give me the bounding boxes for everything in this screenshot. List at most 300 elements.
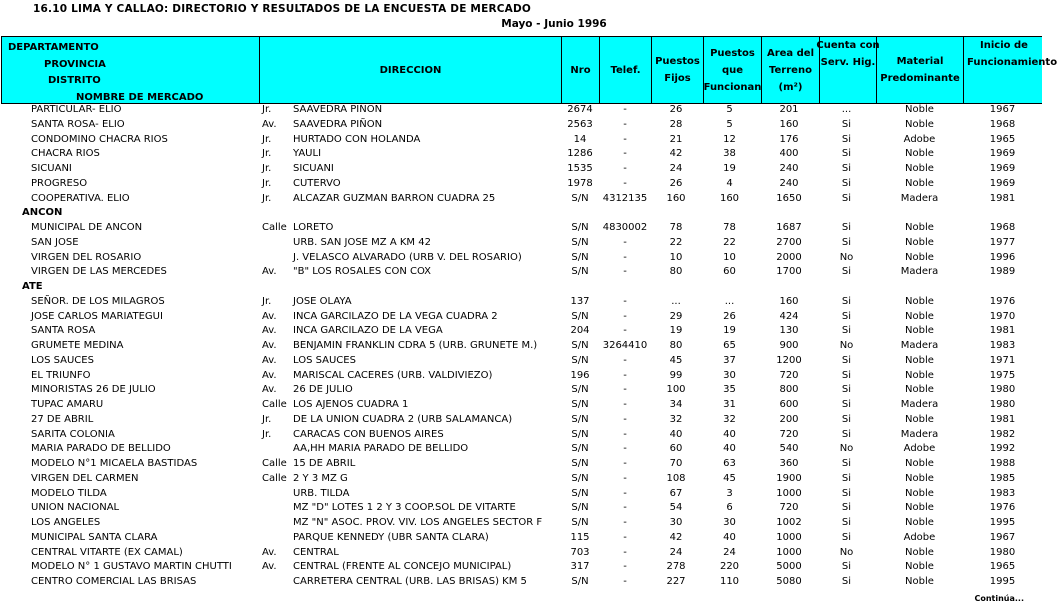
street-type-cell: Jr. — [262, 133, 272, 145]
inicio-cell: 1982 — [989, 428, 1016, 440]
serv-hig-cell: No — [839, 340, 854, 351]
material-cell: Noble — [905, 517, 934, 528]
inicio-cell: 1965 — [989, 133, 1016, 145]
puestos-fijos-cell: 26 — [669, 177, 683, 189]
address-cell: CUTERVO — [293, 177, 341, 189]
area-terreno-cell: 160 — [779, 118, 799, 130]
serv-hig-cell: Si — [841, 325, 852, 337]
inicio-cell: 1971 — [989, 354, 1016, 366]
puestos-funcionan-cell: 19 — [723, 325, 736, 337]
area-terreno-cell: 200 — [779, 413, 799, 425]
phone-cell: - — [623, 517, 627, 528]
table-row — [0, 442, 1042, 457]
area-terreno-cell: 5000 — [776, 561, 802, 573]
serv-hig-cell: Si — [841, 222, 852, 233]
puestos-funcionan-cell: 37 — [723, 354, 736, 366]
puestos-fijos-cell: 42 — [669, 531, 683, 543]
continue-note: Continúa... — [974, 594, 1024, 603]
serv-hig-cell: Si — [841, 561, 852, 573]
puestos-funcionan-cell: 35 — [723, 384, 736, 396]
material-cell: Adobe — [903, 443, 936, 455]
street-type-cell: Jr. — [262, 413, 272, 425]
inicio-cell: 1969 — [989, 148, 1016, 160]
puestos-funcionan-cell: 24 — [723, 546, 736, 558]
inicio-cell: 1988 — [989, 458, 1016, 469]
inicio-cell: 1981 — [989, 413, 1016, 425]
address-cell: MZ "N" ASOC. PROV. VIV. LOS ANGELES SECTOR F — [293, 517, 543, 528]
phone-cell: - — [623, 369, 627, 381]
area-terreno-cell: 1002 — [776, 517, 802, 528]
puestos-funcionan-cell: 40 — [723, 428, 736, 440]
number-cell: S/N — [571, 487, 589, 499]
phone-cell: - — [623, 163, 627, 174]
inicio-cell: 1983 — [989, 340, 1016, 351]
number-cell: 2674 — [567, 104, 593, 115]
material-cell: Madera — [900, 192, 939, 204]
market-name-cell: SARITA COLONIA — [31, 428, 115, 440]
market-name-cell: CONDOMINO CHACRA RIOS — [31, 133, 168, 145]
area-terreno-cell: 424 — [779, 310, 799, 322]
puestos-fijos-cell: 30 — [669, 517, 683, 528]
table-row — [0, 147, 1042, 162]
inicio-cell: 1977 — [989, 236, 1016, 248]
street-type-cell: Jr. — [262, 428, 272, 440]
table-row — [0, 531, 1042, 546]
address-cell: JOSE OLAYA — [293, 295, 352, 307]
address-cell: URB. TILDA — [293, 487, 350, 499]
address-cell: SICUANI — [293, 163, 334, 174]
table-row — [0, 103, 1042, 118]
inicio-cell: 1996 — [989, 251, 1016, 263]
material-cell: Noble — [905, 177, 934, 189]
puestos-fijos-cell: 19 — [669, 325, 683, 337]
market-name-cell: SANTA ROSA- ELIO — [31, 118, 125, 130]
market-name-cell: VIRGEN DEL CARMEN — [31, 472, 139, 484]
puestos-funcionan-cell: 31 — [723, 399, 736, 410]
header-telef: Telef. — [599, 37, 651, 103]
market-name-cell: CENTRO COMERCIAL LAS BRISAS — [31, 576, 197, 587]
address-cell: CENTRAL — [293, 546, 339, 558]
phone-cell: - — [623, 399, 627, 410]
puestos-funcionan-cell: 22 — [723, 236, 736, 248]
table-row — [0, 236, 1042, 251]
inicio-cell: 1992 — [989, 443, 1016, 455]
material-cell: Noble — [905, 561, 934, 573]
material-cell: Adobe — [903, 133, 936, 145]
header-puestos-fijos: Puestos Fijos — [651, 37, 703, 103]
street-type-cell: Jr. — [262, 192, 272, 204]
table-row — [0, 516, 1042, 531]
material-cell: Noble — [905, 546, 934, 558]
serv-hig-cell: Si — [841, 487, 852, 499]
serv-hig-cell: Si — [841, 236, 852, 248]
serv-hig-cell: ... — [841, 104, 852, 115]
phone-cell: - — [623, 310, 627, 322]
number-cell: S/N — [571, 576, 589, 587]
puestos-fijos-cell: 34 — [669, 399, 683, 410]
table-row — [0, 472, 1042, 487]
table-row — [0, 310, 1042, 325]
header-direccion: DIRECCION — [259, 37, 561, 103]
area-terreno-cell: 1687 — [776, 222, 802, 233]
market-name-cell: PARTICULAR- ELIO — [31, 104, 122, 115]
address-cell: 15 DE ABRIL — [293, 458, 356, 469]
address-cell: SAAVEDRA PIÑON — [293, 104, 383, 115]
district-name: ATE — [22, 281, 43, 292]
table-row — [0, 501, 1042, 516]
address-cell: ALCAZAR GUZMAN BARRON CUADRA 25 — [293, 192, 496, 204]
puestos-fijos-cell: 29 — [669, 310, 683, 322]
street-type-cell: Av. — [262, 369, 277, 381]
serv-hig-cell: Si — [841, 192, 852, 204]
material-cell: Noble — [905, 354, 934, 366]
material-cell: Madera — [900, 399, 939, 410]
market-name-cell: EL TRIUNFO — [31, 369, 91, 381]
serv-hig-cell: No — [839, 546, 854, 558]
material-cell: Noble — [905, 104, 934, 115]
puestos-funcionan-cell: 220 — [719, 561, 740, 573]
inicio-cell: 1995 — [989, 576, 1016, 587]
inicio-cell: 1975 — [989, 369, 1016, 381]
number-cell: 1535 — [567, 163, 593, 174]
address-cell: LORETO — [293, 222, 334, 233]
table-row — [0, 546, 1042, 561]
serv-hig-cell: Si — [841, 177, 852, 189]
area-terreno-cell: 1000 — [776, 546, 802, 558]
puestos-funcionan-cell: 30 — [723, 369, 736, 381]
material-cell: Noble — [905, 576, 934, 587]
phone-cell: - — [623, 413, 627, 425]
phone-cell: 4312135 — [602, 192, 648, 204]
number-cell: 317 — [570, 561, 590, 573]
phone-cell: - — [623, 443, 627, 455]
street-type-cell: Av. — [262, 266, 277, 278]
puestos-fijos-cell: 278 — [666, 561, 686, 573]
puestos-fijos-cell: 108 — [666, 472, 686, 484]
address-cell: BENJAMIN FRANKLIN CDRA 5 (URB. GRUNETE M.) — [293, 340, 538, 351]
address-cell: CENTRAL (FRENTE AL CONCEJO MUNICIPAL) — [293, 561, 512, 573]
puestos-funcionan-cell: 63 — [723, 458, 736, 469]
puestos-funcionan-cell: 60 — [723, 266, 736, 278]
table-row — [0, 369, 1042, 384]
number-cell: 204 — [570, 325, 590, 337]
inicio-cell: 1976 — [989, 295, 1016, 307]
area-terreno-cell: 900 — [779, 340, 799, 351]
material-cell: Noble — [905, 118, 934, 130]
area-terreno-cell: 720 — [779, 502, 799, 514]
street-type-cell: Calle — [262, 458, 287, 469]
serv-hig-cell: Si — [841, 576, 852, 587]
area-terreno-cell: 1650 — [776, 192, 802, 204]
number-cell: 703 — [570, 546, 590, 558]
table-row — [0, 133, 1042, 148]
inicio-cell: 1995 — [989, 517, 1016, 528]
address-cell: INCA GARCILAZO DE LA VEGA CUADRA 2 — [293, 310, 498, 322]
puestos-funcionan-cell: 5 — [726, 118, 733, 130]
number-cell: S/N — [571, 443, 589, 455]
table-row — [0, 221, 1042, 236]
puestos-funcionan-cell: 160 — [719, 192, 740, 204]
number-cell: S/N — [571, 192, 589, 204]
street-type-cell: Calle — [262, 222, 287, 233]
puestos-fijos-cell: 227 — [666, 576, 686, 587]
puestos-fijos-cell: 78 — [669, 222, 683, 233]
puestos-fijos-cell: 24 — [669, 546, 683, 558]
market-name-cell: MODELO N° 1 GUSTAVO MARTIN CHUTTI — [31, 561, 232, 573]
street-type-cell: Calle — [262, 399, 287, 410]
puestos-funcionan-cell: ... — [724, 295, 735, 307]
inicio-cell: 1980 — [989, 546, 1016, 558]
inicio-cell: 1989 — [989, 266, 1016, 278]
address-cell: YAULI — [293, 148, 322, 160]
number-cell: S/N — [571, 502, 589, 514]
address-cell: "B" LOS ROSALES CON COX — [293, 266, 432, 278]
puestos-fijos-cell: 99 — [669, 369, 683, 381]
inicio-cell: 1968 — [989, 118, 1016, 130]
address-cell: SAAVEDRA PIÑON — [293, 118, 383, 130]
number-cell: S/N — [571, 413, 589, 425]
market-name-cell: LOS ANGELES — [31, 517, 101, 528]
district-group-row — [0, 206, 1042, 221]
material-cell: Noble — [905, 502, 934, 514]
table-row — [0, 398, 1042, 413]
number-cell: S/N — [571, 517, 589, 528]
header-provincia: PROVINCIA — [44, 59, 106, 70]
phone-cell: - — [623, 236, 627, 248]
number-cell: 196 — [570, 369, 590, 381]
header-area: Area del Terreno (m²) — [761, 37, 819, 103]
header-distrito: DISTRITO — [48, 75, 101, 86]
serv-hig-cell: Si — [841, 472, 852, 484]
area-terreno-cell: 720 — [779, 369, 799, 381]
number-cell: S/N — [571, 222, 589, 233]
material-cell: Madera — [900, 266, 939, 278]
number-cell: S/N — [571, 236, 589, 248]
material-cell: Noble — [905, 148, 934, 160]
area-terreno-cell: 240 — [779, 177, 799, 189]
header-serv-hig: Cuenta con Serv. Hig. — [819, 37, 876, 103]
street-type-cell: Jr. — [262, 163, 272, 174]
puestos-fijos-cell: 40 — [669, 428, 683, 440]
inicio-cell: 1968 — [989, 222, 1016, 233]
material-cell: Noble — [905, 384, 934, 396]
header-location — [1, 37, 259, 103]
material-cell: Noble — [905, 458, 934, 469]
header-material: Material Predominante — [876, 37, 963, 103]
area-terreno-cell: 600 — [779, 399, 799, 410]
table-row — [0, 428, 1042, 443]
market-name-cell: MARIA PARADO DE BELLIDO — [31, 443, 171, 455]
area-terreno-cell: 540 — [779, 443, 799, 455]
material-cell: Noble — [905, 295, 934, 307]
market-name-cell: SEÑOR. DE LOS MILAGROS — [31, 295, 165, 307]
number-cell: 1286 — [567, 148, 593, 160]
puestos-fijos-cell: 21 — [669, 133, 683, 145]
phone-cell: - — [623, 472, 627, 484]
market-name-cell: CENTRAL VITARTE (EX CAMAL) — [31, 546, 183, 558]
material-cell: Noble — [905, 325, 934, 337]
serv-hig-cell: Si — [841, 384, 852, 396]
number-cell: S/N — [571, 251, 589, 263]
table-body — [0, 103, 1042, 590]
address-cell: MZ "D" LOTES 1 2 Y 3 COOP.SOL DE VITARTE — [293, 502, 516, 514]
number-cell: S/N — [571, 266, 589, 278]
area-terreno-cell: 2700 — [776, 236, 802, 248]
street-type-cell: Av. — [262, 310, 277, 322]
market-name-cell: SICUANI — [31, 163, 72, 174]
puestos-fijos-cell: 45 — [669, 354, 683, 366]
phone-cell: - — [623, 487, 627, 499]
serv-hig-cell: Si — [841, 502, 852, 514]
area-terreno-cell: 2000 — [776, 251, 802, 263]
puestos-fijos-cell: ... — [671, 295, 681, 307]
district-group-row — [0, 280, 1042, 295]
material-cell: Noble — [905, 251, 934, 263]
header-nombre: NOMBRE DE MERCADO — [76, 92, 204, 103]
address-cell: PARQUE KENNEDY (UBR SANTA CLARA) — [293, 531, 489, 543]
inicio-cell: 1976 — [989, 502, 1016, 514]
serv-hig-cell: Si — [841, 458, 852, 469]
table-row — [0, 324, 1042, 339]
puestos-fijos-cell: 28 — [669, 118, 683, 130]
serv-hig-cell: No — [839, 251, 854, 263]
table-header — [1, 36, 1057, 104]
address-cell: MARISCAL CACERES (URB. VALDIVIEZO) — [293, 369, 493, 381]
phone-cell: - — [623, 177, 627, 189]
address-cell: URB. SAN JOSE MZ A KM 42 — [293, 236, 431, 248]
area-terreno-cell: 1000 — [776, 531, 802, 543]
number-cell: 115 — [570, 531, 590, 543]
table-row — [0, 354, 1042, 369]
number-cell: 2563 — [567, 118, 593, 130]
street-type-cell: Av. — [262, 118, 277, 130]
phone-cell: - — [623, 118, 627, 130]
puestos-fijos-cell: 160 — [666, 192, 686, 204]
serv-hig-cell: Si — [841, 118, 852, 130]
address-cell: DE LA UNION CUADRA 2 (URB SALAMANCA) — [293, 413, 513, 425]
street-type-cell: Av. — [262, 561, 277, 573]
serv-hig-cell: Si — [841, 266, 852, 278]
market-name-cell: MINORISTAS 26 DE JULIO — [31, 384, 156, 396]
street-type-cell: Av. — [262, 325, 277, 337]
market-name-cell: MUNICIPAL DE ANCON — [31, 222, 143, 233]
table-row — [0, 251, 1042, 266]
puestos-funcionan-cell: 19 — [723, 163, 736, 174]
market-name-cell: MODELO TILDA — [31, 487, 107, 499]
puestos-fijos-cell: 24 — [669, 163, 683, 174]
phone-cell: - — [623, 295, 627, 307]
inicio-cell: 1983 — [989, 487, 1016, 499]
inicio-cell: 1970 — [989, 310, 1016, 322]
serv-hig-cell: Si — [841, 517, 852, 528]
street-type-cell: Jr. — [262, 104, 272, 115]
puestos-funcionan-cell: 32 — [723, 413, 736, 425]
address-cell: CARACAS CON BUENOS AIRES — [293, 428, 444, 440]
puestos-funcionan-cell: 38 — [723, 148, 736, 160]
table-row — [0, 162, 1042, 177]
serv-hig-cell: Si — [841, 163, 852, 174]
number-cell: 1978 — [567, 177, 593, 189]
serv-hig-cell: Si — [841, 354, 852, 366]
puestos-funcionan-cell: 78 — [723, 222, 736, 233]
area-terreno-cell: 160 — [779, 295, 799, 307]
material-cell: Noble — [905, 413, 934, 425]
puestos-funcionan-cell: 45 — [723, 472, 736, 484]
inicio-cell: 1980 — [989, 399, 1016, 410]
inicio-cell: 1981 — [989, 325, 1016, 337]
number-cell: 14 — [573, 133, 587, 145]
material-cell: Noble — [905, 310, 934, 322]
serv-hig-cell: Si — [841, 531, 852, 543]
address-cell: AA,HH MARIA PARADO DE BELLIDO — [293, 443, 469, 455]
address-cell: LOS SAUCES — [293, 354, 356, 366]
puestos-fijos-cell: 26 — [669, 104, 683, 115]
material-cell: Madera — [900, 428, 939, 440]
area-terreno-cell: 176 — [779, 133, 799, 145]
material-cell: Noble — [905, 472, 934, 484]
market-name-cell: JOSE CARLOS MARIATEGUI — [31, 310, 163, 322]
area-terreno-cell: 360 — [779, 458, 799, 469]
header-departamento: DEPARTAMENTO — [8, 42, 99, 53]
phone-cell: - — [623, 133, 627, 145]
area-terreno-cell: 1700 — [776, 266, 802, 278]
address-cell: 26 DE JULIO — [293, 384, 353, 396]
market-name-cell: TUPAC AMARU — [31, 399, 104, 410]
puestos-funcionan-cell: 10 — [723, 251, 736, 263]
area-terreno-cell: 720 — [779, 428, 799, 440]
phone-cell: - — [623, 576, 627, 587]
serv-hig-cell: Si — [841, 369, 852, 381]
puestos-fijos-cell: 54 — [669, 502, 683, 514]
puestos-funcionan-cell: 12 — [723, 133, 736, 145]
address-cell: LOS AJENOS CUADRA 1 — [293, 399, 409, 410]
phone-cell: - — [623, 384, 627, 396]
phone-cell: - — [623, 266, 627, 278]
material-cell: Noble — [905, 369, 934, 381]
header-puestos-funcionan: Puestos que Funcionan — [703, 37, 761, 103]
material-cell: Noble — [905, 487, 934, 499]
market-name-cell: 27 DE ABRIL — [31, 413, 94, 425]
phone-cell: - — [623, 325, 627, 337]
number-cell: S/N — [571, 458, 589, 469]
table-row — [0, 560, 1042, 575]
number-cell: S/N — [571, 384, 589, 396]
phone-cell: - — [623, 561, 627, 573]
puestos-fijos-cell: 42 — [669, 148, 683, 160]
inicio-cell: 1969 — [989, 163, 1016, 174]
puestos-fijos-cell: 70 — [669, 458, 683, 469]
address-cell: HURTADO CON HOLANDA — [293, 133, 421, 145]
street-type-cell: Av. — [262, 340, 277, 351]
phone-cell: - — [623, 458, 627, 469]
material-cell: Noble — [905, 163, 934, 174]
address-cell: 2 Y 3 MZ G — [293, 472, 348, 484]
inicio-cell: 1969 — [989, 177, 1016, 189]
puestos-funcionan-cell: 110 — [719, 576, 740, 587]
puestos-fijos-cell: 32 — [669, 413, 683, 425]
puestos-funcionan-cell: 65 — [723, 340, 736, 351]
serv-hig-cell: Si — [841, 133, 852, 145]
phone-cell: - — [623, 546, 627, 558]
market-name-cell: SAN JOSE — [31, 236, 79, 248]
puestos-funcionan-cell: 40 — [723, 531, 736, 543]
market-name-cell: UNION NACIONAL — [31, 502, 120, 514]
market-name-cell: COOPERATIVA. ELIO — [31, 192, 130, 204]
inicio-cell: 1980 — [989, 384, 1016, 396]
address-cell: CARRETERA CENTRAL (URB. LAS BRISAS) KM 5 — [293, 576, 527, 587]
inicio-cell: 1965 — [989, 561, 1016, 573]
address-cell: INCA GARCILAZO DE LA VEGA — [293, 325, 443, 337]
